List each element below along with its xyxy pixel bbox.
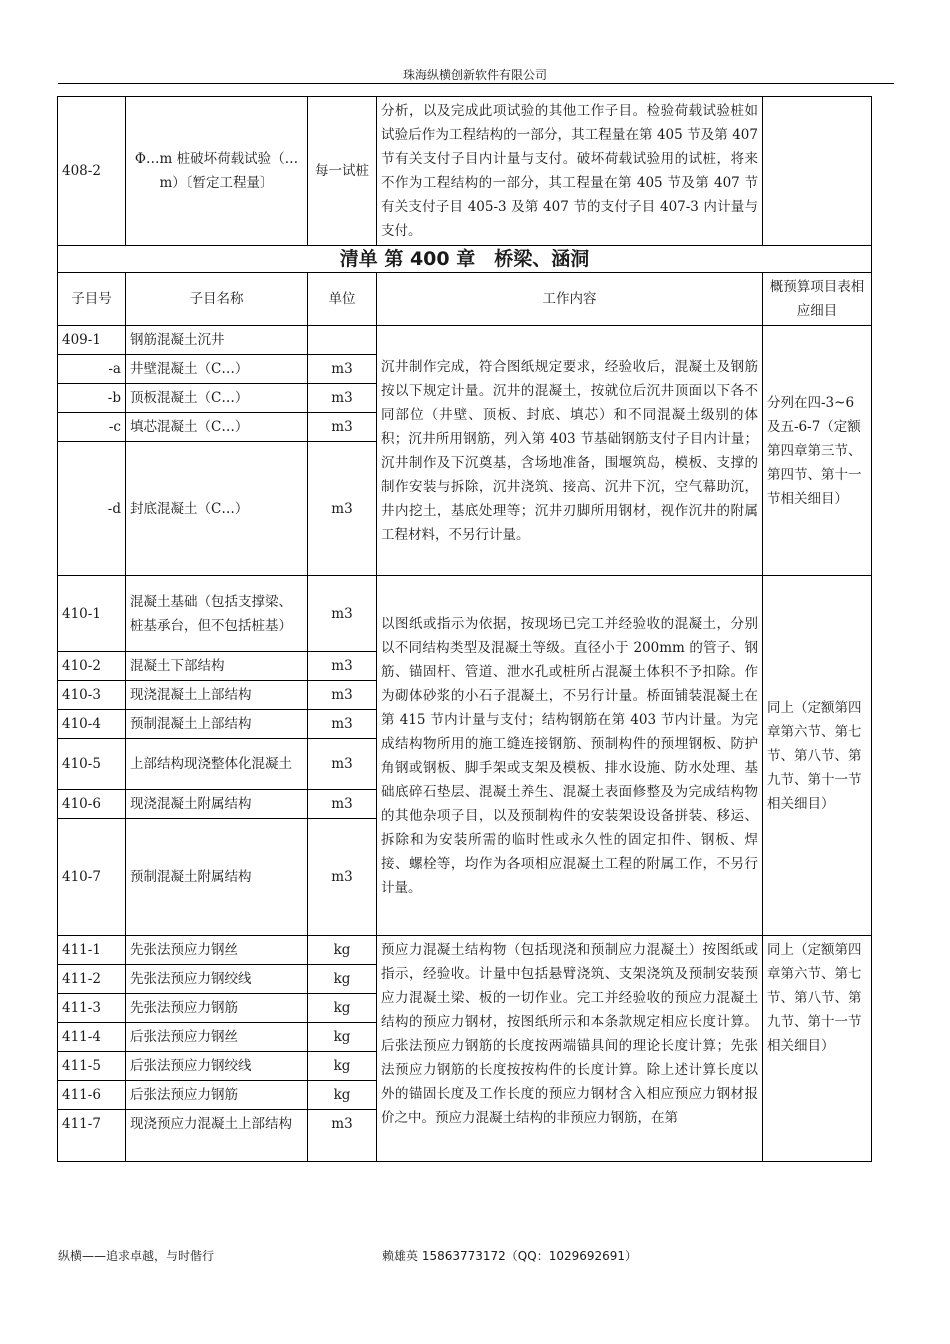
table-row bbox=[58, 576, 872, 652]
chapter-title-row bbox=[58, 246, 872, 273]
item-code: 411-3 bbox=[58, 994, 126, 1023]
item-code: 411-6 bbox=[58, 1081, 126, 1110]
item-content: 预应力混凝土结构物（包括现浇和预制应力混凝土）按图纸或指示，经验收。计量中包括悬臂浇筑、支架浇筑及预制安装预应力混凝土梁、板的一切作业。完工并经验收的预应力混凝土结构的预应力钢材，按图纸所示和本条款规定相应长度计算。后张法预应力钢筋的长度按两端锚具间的理论长度计算；先张法预应力钢筋的长度按按构件的长度计算。除上述计算长度以外的锚固长度及工作长度的预应力钢材含入相应预应力钢材报价之中。预应力混凝土结构的非预应力钢筋，在第 bbox=[377, 936, 763, 1162]
item-name: 预制混凝土上部结构 bbox=[126, 710, 308, 739]
table-row bbox=[58, 326, 872, 355]
item-name: Φ…m 桩破坏荷载试验（…m）〔暂定工程量〕 bbox=[126, 97, 308, 246]
item-name: 现浇混凝土附属结构 bbox=[126, 790, 308, 819]
bill-table bbox=[57, 96, 872, 1162]
item-code: 411-1 bbox=[58, 936, 126, 965]
item-ref bbox=[763, 97, 872, 246]
item-code: 410-5 bbox=[58, 739, 126, 790]
item-name: 顶板混凝土（C…） bbox=[126, 384, 308, 413]
item-name: 混凝土下部结构 bbox=[126, 652, 308, 681]
item-code: 410-4 bbox=[58, 710, 126, 739]
item-unit: m3 bbox=[308, 652, 377, 681]
item-name: 现浇混凝土上部结构 bbox=[126, 681, 308, 710]
item-unit: kg bbox=[308, 1052, 377, 1081]
item-name: 先张法预应力钢绞线 bbox=[126, 965, 308, 994]
item-unit: kg bbox=[308, 936, 377, 965]
item-code: 411-7 bbox=[58, 1110, 126, 1162]
item-unit: m3 bbox=[308, 739, 377, 790]
item-unit: kg bbox=[308, 965, 377, 994]
item-code: 409-1 bbox=[58, 326, 126, 355]
chapter-title: 清单 第 400 章 桥梁、涵洞 bbox=[58, 246, 872, 273]
item-name: 先张法预应力钢丝 bbox=[126, 936, 308, 965]
item-code: 408-2 bbox=[58, 97, 126, 246]
footer-contact: 赖雄英 15863773172（QQ：1029692691） bbox=[382, 1249, 638, 1263]
item-unit: kg bbox=[308, 994, 377, 1023]
item-name: 填芯混凝土（C…） bbox=[126, 413, 308, 442]
col-header-code: 子目号 bbox=[58, 273, 126, 326]
table-row bbox=[58, 936, 872, 965]
item-code: 410-6 bbox=[58, 790, 126, 819]
column-header-row bbox=[58, 273, 872, 326]
item-content: 分析，以及完成此项试验的其他工作子目。检验荷载试验桩如试验后作为工程结构的一部分，其工程量在第 405 节及第 407 节有关支付子目内计量与支付。破坏荷载试验用的试桩，将来不作为工程结构的一部分，其工程量在第 405 节及第 407 节有关支付子目 405-3 及第 407 节的支付子目 407-3 内计量与支付。 bbox=[377, 97, 763, 246]
item-code: -c bbox=[58, 413, 126, 442]
item-code: 411-4 bbox=[58, 1023, 126, 1052]
col-header-content: 工作内容 bbox=[377, 273, 763, 326]
item-ref: 同上（定额第四章第六节、第七节、第八节、第九节、第十一节相关细目） bbox=[763, 576, 872, 936]
item-code: 411-5 bbox=[58, 1052, 126, 1081]
item-name: 先张法预应力钢筋 bbox=[126, 994, 308, 1023]
item-code: 410-1 bbox=[58, 576, 126, 652]
item-unit: m3 bbox=[308, 681, 377, 710]
item-code: 410-2 bbox=[58, 652, 126, 681]
item-name: 现浇预应力混凝土上部结构 bbox=[126, 1110, 308, 1162]
item-unit: m3 bbox=[308, 442, 377, 576]
item-name: 混凝土基础（包括支撑梁、桩基承台，但不包括桩基） bbox=[126, 576, 308, 652]
item-content: 沉井制作完成，符合图纸规定要求，经验收后，混凝土及钢筋按以下规定计量。沉井的混凝土，按就位后沉井顶面以下各不同部位（井壁、顶板、封底、填芯）和不同混凝土级别的体积；沉井所用钢筋，列入第 403 节基础钢筋支付子目内计量；沉井制作及下沉奠基，含场地准备，围堰筑岛，模板、支撑的制作安装与拆除，沉井浇筑、接高、沉井下沉，空气幕助沉，井内挖土，基底处理等；沉井刃脚所用钢材，视作沉井的附属工程材料，不另行计量。 bbox=[377, 326, 763, 576]
item-unit: m3 bbox=[308, 355, 377, 384]
item-unit: m3 bbox=[308, 790, 377, 819]
item-name: 井壁混凝土（C…） bbox=[126, 355, 308, 384]
header-divider bbox=[58, 83, 894, 84]
col-header-unit: 单位 bbox=[308, 273, 377, 326]
item-name: 预制混凝土附属结构 bbox=[126, 819, 308, 936]
item-name: 后张法预应力钢绞线 bbox=[126, 1052, 308, 1081]
col-header-ref: 概预算项目表相应细目 bbox=[763, 273, 872, 326]
item-unit: m3 bbox=[308, 576, 377, 652]
item-name: 上部结构现浇整体化混凝土 bbox=[126, 739, 308, 790]
item-name: 后张法预应力钢丝 bbox=[126, 1023, 308, 1052]
item-code: -b bbox=[58, 384, 126, 413]
item-content: 以图纸或指示为依据，按现场已完工并经验收的混凝土，分别以不同结构类型及混凝土等级。直径小于 200mm 的管子、钢筋、锚固杆、管道、泄水孔或桩所占混凝土体积不予扣除。作为砌体砂浆的小石子混凝土，不另行计量。桥面铺装混凝土在第 415 节内计量与支付；结构钢筋在第 403 节内计量。为完成结构物所用的施工缝连接钢筋、预制构件的预埋钢板、防护角钢或钢板、脚手架或支架及模板、排水设施、防水处理、基础底碎石垫层、混凝土养生、混凝土表面修整及为完成结构物的其他杂项子目，以及预制构件的安装架设设备拼装、移运、拆除和为安装所需的临时性或永久性的固定扣件、钢板、焊接、螺栓等，均作为各项相应混凝土工程的附属工作，不另行计量。 bbox=[377, 576, 763, 936]
item-ref: 分列在四-3~6 及五-6-7（定额第四章第三节、第四节、第十一节相关细目） bbox=[763, 326, 872, 576]
item-unit: m3 bbox=[308, 384, 377, 413]
item-unit: kg bbox=[308, 1081, 377, 1110]
item-name: 钢筋混凝土沉井 bbox=[126, 326, 308, 355]
item-unit: m3 bbox=[308, 710, 377, 739]
item-unit: m3 bbox=[308, 1110, 377, 1162]
item-unit: kg bbox=[308, 1023, 377, 1052]
col-header-name: 子目名称 bbox=[126, 273, 308, 326]
item-code: 410-3 bbox=[58, 681, 126, 710]
footer-slogan: 纵横——追求卓越，与时偕行 bbox=[58, 1249, 215, 1263]
page-header: 珠海纵横创新软件有限公司 bbox=[402, 68, 547, 82]
item-unit bbox=[308, 326, 377, 355]
item-code: 411-2 bbox=[58, 965, 126, 994]
item-code: 410-7 bbox=[58, 819, 126, 936]
table-row bbox=[58, 97, 872, 246]
item-name: 封底混凝土（C…） bbox=[126, 442, 308, 576]
item-code: -a bbox=[58, 355, 126, 384]
item-name: 后张法预应力钢筋 bbox=[126, 1081, 308, 1110]
item-unit: m3 bbox=[308, 819, 377, 936]
item-ref: 同上（定额第四章第六节、第七节、第八节、第九节、第十一节相关细目） bbox=[763, 936, 872, 1162]
item-unit: m3 bbox=[308, 413, 377, 442]
item-unit: 每一试桩 bbox=[308, 97, 377, 246]
item-code: -d bbox=[58, 442, 126, 576]
